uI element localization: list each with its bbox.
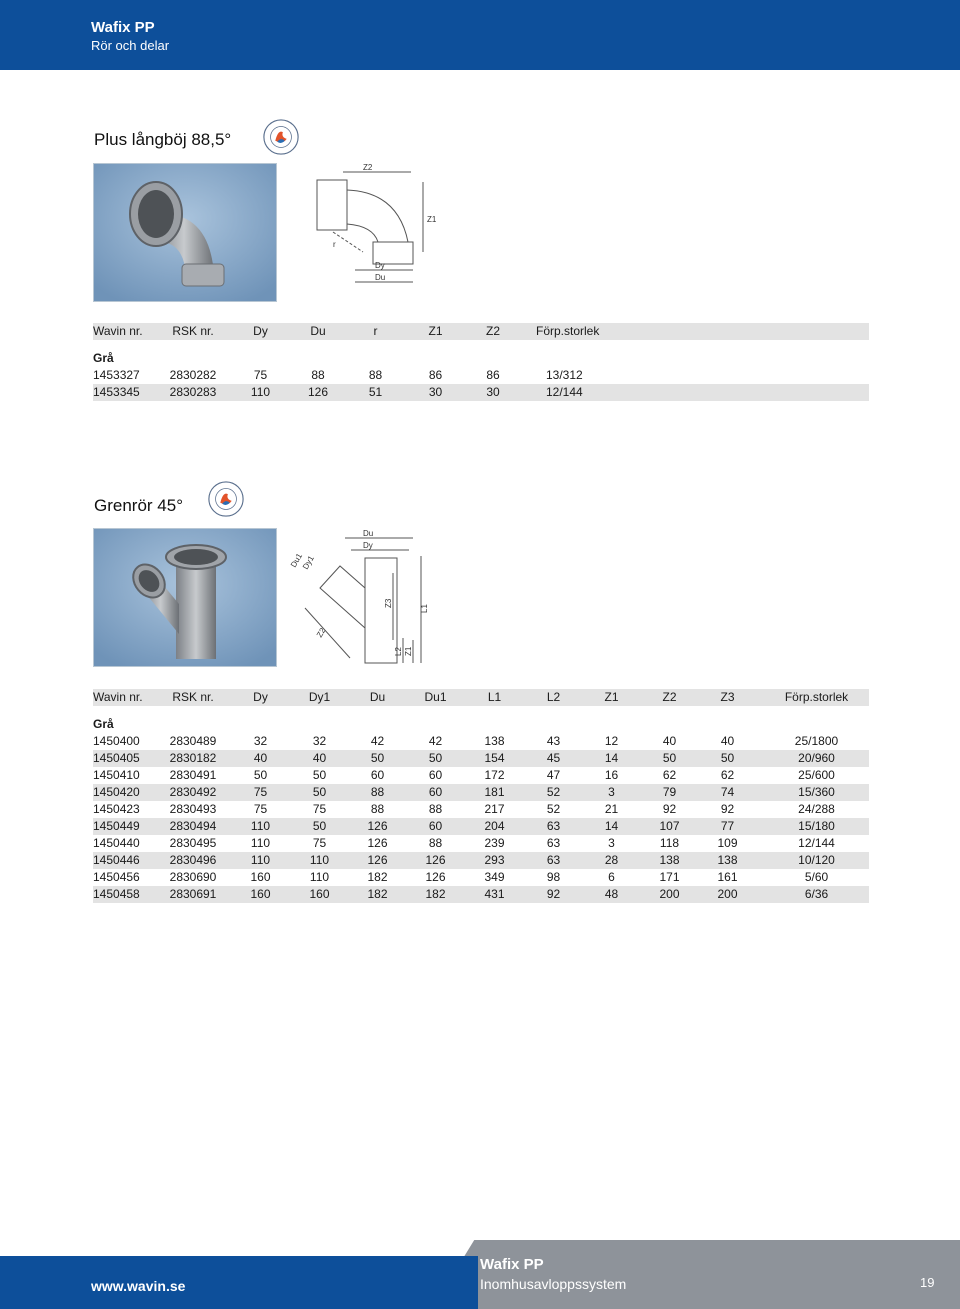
header-subtitle: Rör och delar [91,38,170,53]
table-cell: 60 [428,768,443,782]
group-row: Grå [93,717,114,731]
table-cell: 126 [367,836,388,850]
table-cell: 74 [691,784,764,801]
footer-gray-band [432,1240,960,1309]
table-cell: 10/120 [764,852,869,869]
technical-diagram-bend [303,162,443,297]
table-cell: 62 [662,768,677,782]
diagram-label-z1: Z1 [404,646,413,656]
table-cell: 50 [691,750,764,767]
diagram-label-dy: Dy [375,261,385,270]
column-header: L2 [532,689,575,706]
table-cell: 3 [575,784,648,801]
table-cell: 98 [546,870,561,884]
table-cell: 50 [341,750,414,767]
table-row: 1453327 2830282 75 88 88 86 86 13/312 [93,368,583,382]
technical-diagram-branch [285,528,435,666]
column-header: Z1 [575,689,648,706]
table-row [93,852,869,869]
diagram-label-du: Du [375,273,386,282]
table-cell: 217 [484,802,505,816]
section2-table [93,689,869,903]
table-cell: 42 [370,734,385,748]
table-cell: 42 [428,734,443,748]
certification-seal-icon [207,480,245,518]
table-cell: 154 [457,750,532,767]
table-cell: 63 [532,852,575,869]
table-cell: 40 [720,734,735,748]
table-cell: 110 [223,818,298,835]
table-cell: 1450446 [93,852,163,869]
section1-title: Plus långböj 88,5° [94,130,232,149]
table-cell: 24/288 [798,802,835,816]
table-cell: 200 [691,886,764,903]
table-cell: 14 [575,750,648,767]
table-cell: 126 [425,870,446,884]
table-cell: 2830491 [169,768,217,782]
table-cell: 50 [253,768,268,782]
table-cell: 48 [575,886,648,903]
table-cell: 88 [341,784,414,801]
table-row [93,869,869,886]
table-cell: 15/180 [764,818,869,835]
page-header [0,0,960,70]
table-row [93,750,869,767]
column-header: Wavin nr. [93,689,163,706]
table-cell: 1450405 [93,750,163,767]
column-header: L1 [457,689,532,706]
table-cell: 79 [648,784,691,801]
table-cell: 182 [414,886,457,903]
table-cell: 2830493 [169,802,217,816]
table-row [93,733,869,750]
table-cell: 200 [648,886,691,903]
table-cell: 75 [312,836,327,850]
header-brand: Wafix PP [91,19,155,36]
table-cell: 1450400 [93,734,140,748]
table-cell: 12/144 [798,836,835,850]
table-cell: 161 [717,870,738,884]
column-header: Z2 [458,323,528,340]
table-cell: 25/1800 [794,734,839,748]
diagram-label-z2: Z2 [314,626,328,639]
table-cell: 110 [250,836,271,850]
table-row [93,767,869,784]
table-cell: 118 [659,836,680,850]
table-cell: 63 [532,818,575,835]
table-cell: 63 [546,836,561,850]
column-header: Dy [223,323,298,340]
table-cell: 160 [250,870,271,884]
table-cell: 60 [414,818,457,835]
table-cell: 50 [312,768,327,782]
table-cell: 6 [608,870,615,884]
table-cell: 50 [298,784,341,801]
table-cell: 52 [532,784,575,801]
column-header: Z1 [413,323,458,340]
column-header: Dy [223,689,298,706]
table-cell: 3 [608,836,615,850]
table-cell: 21 [604,802,619,816]
table-cell: 2830690 [169,870,217,884]
table-cell: 60 [414,784,457,801]
table-cell: 172 [484,768,505,782]
table-cell: 40 [298,750,341,767]
table-cell: 32 [253,734,268,748]
table-cell: 25/600 [798,768,835,782]
table-cell: 50 [298,818,341,835]
table-cell: 5/60 [804,870,829,884]
column-header: RSK nr. [163,689,223,706]
column-header: r [338,323,413,340]
table-cell: 1450420 [93,784,163,801]
table-cell: 92 [532,886,575,903]
table-header-row [93,689,869,706]
diagram-label-z1: Z1 [427,215,437,224]
table-cell: 160 [298,886,341,903]
column-header: RSK nr. [163,323,223,340]
table-cell: 171 [659,870,680,884]
table-cell: 77 [691,818,764,835]
table-cell: 75 [253,802,268,816]
diagram-label-dy1: Dy1 [300,554,316,571]
table-cell: 2830495 [169,836,217,850]
table-cell: 2830494 [163,818,223,835]
diagram-label-l2: L2 [394,647,403,656]
table-cell: 2830182 [163,750,223,767]
table-cell: 92 [662,802,677,816]
table-cell: 204 [457,818,532,835]
table-cell: 45 [532,750,575,767]
diagram-label-l1: L1 [420,604,429,613]
table-cell: 20/960 [764,750,869,767]
table-cell: 62 [720,768,735,782]
table-cell: 431 [457,886,532,903]
table-cell: 1450423 [93,802,140,816]
table-cell: 40 [662,734,677,748]
table-cell: 88 [428,802,443,816]
column-header: Du1 [414,689,457,706]
table-cell: 2830496 [163,852,223,869]
table-cell: 6/36 [764,886,869,903]
table-cell: 2830489 [169,734,217,748]
table-cell: 138 [691,852,764,869]
product-photo-bend [93,163,277,302]
table-cell: 14 [575,818,648,835]
table-cell: 43 [546,734,561,748]
table-cell: 138 [484,734,505,748]
table-row [93,818,869,835]
table-cell: 32 [312,734,327,748]
table-cell: 138 [648,852,691,869]
certification-seal-icon [262,118,300,156]
table-header-row [93,323,869,340]
table-cell: 50 [414,750,457,767]
table-cell: 60 [370,768,385,782]
column-header: Förp.storlek [764,689,869,706]
column-header: Z3 [691,689,764,706]
table-cell: 126 [341,852,414,869]
table-cell: 107 [648,818,691,835]
diagram-label-r: r [333,240,336,249]
table-cell: 181 [457,784,532,801]
footer-subtitle: Inomhusavloppssystem [480,1276,627,1292]
table-cell: 110 [223,852,298,869]
product-photo-branch [93,528,277,667]
diagram-label-z3: Z3 [384,598,393,608]
table-cell: 1450449 [93,818,163,835]
diagram-label-dy: Dy [363,541,373,550]
diagram-label-du: Du [363,529,374,538]
diagram-label-du1: Du1 [288,551,305,569]
column-header: Wavin nr. [93,323,163,340]
table-cell: 126 [341,818,414,835]
section1-table [93,323,869,401]
table-cell: 75 [223,784,298,801]
table-cell: 1450410 [93,768,140,782]
table-cell: 50 [648,750,691,767]
table-cell: 110 [298,852,341,869]
table-cell: 1450458 [93,886,163,903]
table-cell: 1450456 [93,870,140,884]
table-cell: 88 [370,802,385,816]
table-cell: 109 [717,836,738,850]
table-cell: 349 [484,870,505,884]
table-cell: 88 [428,836,443,850]
table-cell: 293 [457,852,532,869]
table-row [93,801,869,818]
table-cell: 182 [341,886,414,903]
footer-website-link[interactable]: www.wavin.se [91,1278,186,1294]
table-cell: 12 [604,734,619,748]
table-row [93,784,869,801]
table-cell: 160 [223,886,298,903]
table-cell: 47 [546,768,561,782]
table-cell: 239 [484,836,505,850]
column-header: Du [298,323,338,340]
column-header: Förp.storlek [528,323,869,340]
table-cell: 2830492 [163,784,223,801]
table-cell: 40 [223,750,298,767]
table-cell: 52 [546,802,561,816]
section2-title: Grenrör 45° [94,496,184,515]
column-header: Du [341,689,414,706]
table-cell: 126 [414,852,457,869]
column-header: Dy1 [298,689,341,706]
table-cell: 75 [312,802,327,816]
table-cell: 28 [575,852,648,869]
table-cell: 92 [720,802,735,816]
footer-blue-band [0,1256,478,1309]
column-header: Z2 [648,689,691,706]
page-number: 19 [920,1275,935,1290]
table-cell: 16 [604,768,619,782]
table-cell: 2830691 [163,886,223,903]
table-cell: 1450440 [93,836,140,850]
footer-brand: Wafix PP [480,1256,544,1273]
table-row: 1453345 2830283 110 126 51 30 30 12/144 [93,384,869,401]
table-cell: 182 [367,870,388,884]
table-row [93,835,869,852]
diagram-label-z2: Z2 [363,163,373,172]
group-row: Grå [93,351,114,365]
table-cell: 15/360 [764,784,869,801]
table-cell: 110 [309,870,330,884]
table-row [93,886,869,903]
